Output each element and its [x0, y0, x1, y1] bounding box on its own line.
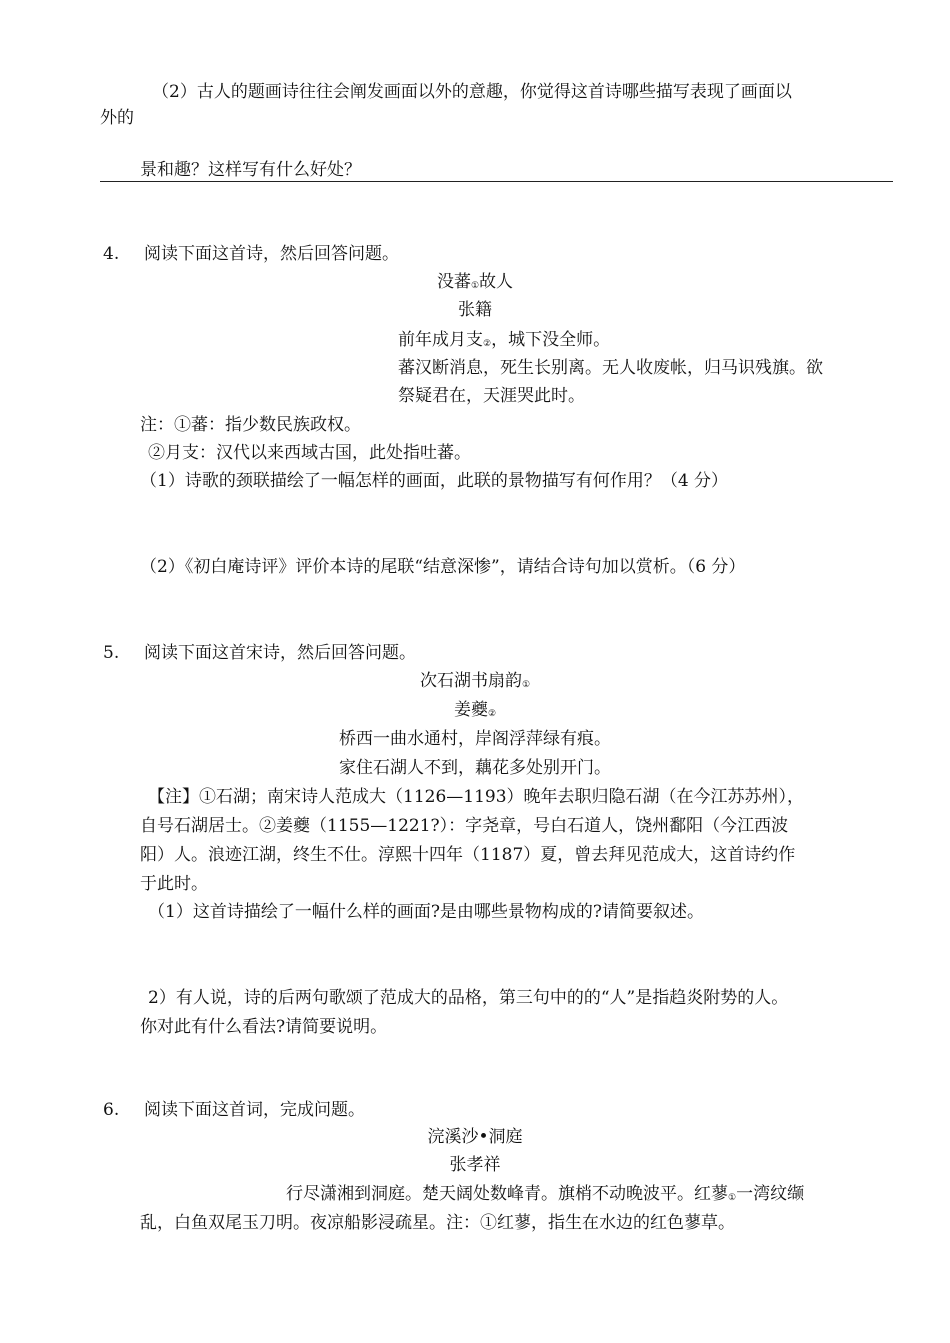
q6-ci-title: 浣溪沙•洞庭 [427, 1127, 523, 1147]
q5-note-line-1: 【注】①石湖；南宋诗人范成大（1126—1193）晚年去职归隐石湖（在今江苏苏州）， [148, 787, 805, 807]
q4-poem-author: 张籍 [458, 300, 492, 320]
q5-note-line-4: 于此时。 [140, 874, 208, 894]
q4-note-2: ②月支：汉代以来西域古国，此处指吐蕃。 [148, 443, 471, 463]
q4-subquestion-1: （1）诗歌的颈联描绘了一幅怎样的画面，此联的景物描写有何作用？（4 分） [140, 471, 729, 491]
q6-verse-line-1: 行尽潇湘到洞庭。楚天阔处数峰青。旗梢不动晚波平。红蓼$_①$一湾纹缬 [286, 1184, 805, 1204]
q5-poem-title: 次石湖书扇韵$_①$ [419, 671, 531, 691]
q4-prompt: 阅读下面这首诗，然后回答问题。 [144, 244, 399, 264]
q5-verse-1: 桥西一曲水通村，岸阁浮萍绿有痕。 [339, 729, 611, 749]
q4-verse-1: 前年成月支$_②$，城下没全师。 [398, 330, 611, 350]
q5-note-line-2: 自号石湖居士。②姜夔（1155—1221?）：字尧章，号白石道人，饶州鄱阳（今江西波 [140, 816, 789, 836]
q6-number: 6. [103, 1100, 120, 1120]
q5-number: 5. [103, 643, 120, 663]
q4-poem-title: 没蕃$_①$故人 [436, 272, 514, 292]
q5-prompt: 阅读下面这首宋诗，然后回答问题。 [144, 643, 416, 663]
answer-underline [100, 181, 893, 182]
q4-number: 4. [103, 244, 120, 264]
q3-part2-line3: 景和趣？这样写有什么好处？ [140, 160, 361, 180]
q6-prompt: 阅读下面这首词，完成问题。 [144, 1100, 365, 1120]
q4-verse-3: 祭疑君在，天涯哭此时。 [398, 386, 585, 406]
q5-subquestion-2-line-1: 2）有人说，诗的后两句歌颂了范成大的品格，第三句中的的“人”是指趋炎附势的人。 [148, 988, 789, 1008]
q5-note-line-3: 阳）人。浪迹江湖，终生不仕。淳熙十四年（1187）夏，曾去拜见范成大，这首诗约作 [140, 845, 796, 865]
q4-subquestion-2: （2）《初白庵诗评》评价本诗的尾联“结意深惨”，请结合诗句加以赏析。（6 分） [140, 557, 746, 577]
q5-subquestion-1: （1）这首诗描绘了一幅什么样的画面?是由哪些景物构成的?请简要叙述。 [148, 902, 705, 922]
q3-part2-line2: 外的 [100, 108, 134, 128]
q4-verse-2: 蕃汉断消息，死生长别离。无人收废帐，归马识残旗。欲 [398, 358, 823, 378]
q6-ci-author: 张孝祥 [449, 1155, 501, 1175]
q6-verse-line-2: 乱，白鱼双尾玉刀明。夜凉船影浸疏星。注：①红蓼，指生在水边的红色蓼草。 [140, 1213, 735, 1233]
q5-verse-2: 家住石湖人不到，藕花多处别开门。 [339, 758, 611, 778]
q4-note-1: 注：①蕃：指少数民族政权。 [140, 415, 361, 435]
q3-part2-line1: （2）古人的题画诗往往会阐发画面以外的意趣，你觉得这首诗哪些描写表现了画面以 [152, 82, 792, 102]
q5-poem-author: 姜夔$_②$ [453, 700, 497, 720]
q5-subquestion-2-line-2: 你对此有什么看法?请简要说明。 [140, 1017, 388, 1037]
